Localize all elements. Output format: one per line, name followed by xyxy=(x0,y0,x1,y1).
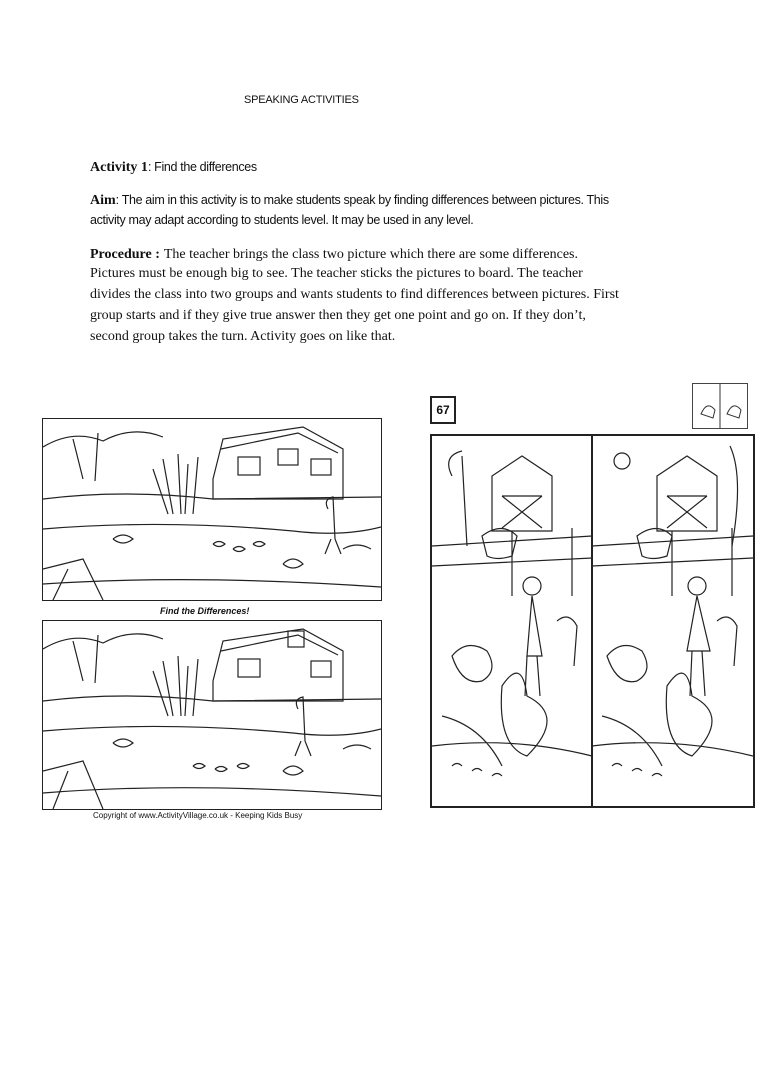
farm-scene-drawing xyxy=(432,436,753,806)
farm-scene-image xyxy=(430,434,755,808)
activity-title: : Find the differences xyxy=(147,160,257,174)
pond-scene-top-drawing xyxy=(43,419,381,600)
page-title: SPEAKING ACTIVITIES xyxy=(244,94,359,106)
page-number-badge: 67 xyxy=(430,396,456,424)
procedure-line-1 xyxy=(90,245,578,263)
aim-text-2: activity may adapt according to students level. It may be used in any level. xyxy=(90,213,474,227)
procedure-text-2: Pictures must be enough big to see. The teacher sticks the pictures to board. The teacher xyxy=(90,266,583,281)
procedure-text-4: group starts and if they give true answer then they get one point and go on. If they don’t, xyxy=(90,308,586,323)
aim-label: Aim xyxy=(90,193,116,208)
procedure-text-1: The teacher brings the class two picture which there are some differences. xyxy=(163,247,578,262)
activity-label: Activity 1 xyxy=(90,160,148,175)
procedure-text-3: divides the class into two groups and wants students to find differences between pictures. First xyxy=(90,287,619,302)
aim-line-1 xyxy=(90,191,609,209)
hen-thumbnail-drawing xyxy=(693,384,747,428)
copyright-notice: Copyright of www.ActivityVillage.co.uk - Keeping Kids Busy xyxy=(93,811,303,820)
procedure-label: Procedure : xyxy=(90,247,160,262)
aim-text-1: : The aim in this activity is to make students speak by finding differences between pictures. This xyxy=(115,193,609,207)
hen-thumbnail-image xyxy=(692,383,748,429)
procedure-text-5: second group takes the turn. Activity goes on like that. xyxy=(90,329,396,344)
pond-scene-bottom-drawing xyxy=(43,621,381,809)
pond-scene-bottom-image xyxy=(42,620,382,810)
find-differences-caption: Find the Differences! xyxy=(160,606,250,616)
activity-heading xyxy=(90,158,257,176)
pond-scene-top-image xyxy=(42,418,382,601)
